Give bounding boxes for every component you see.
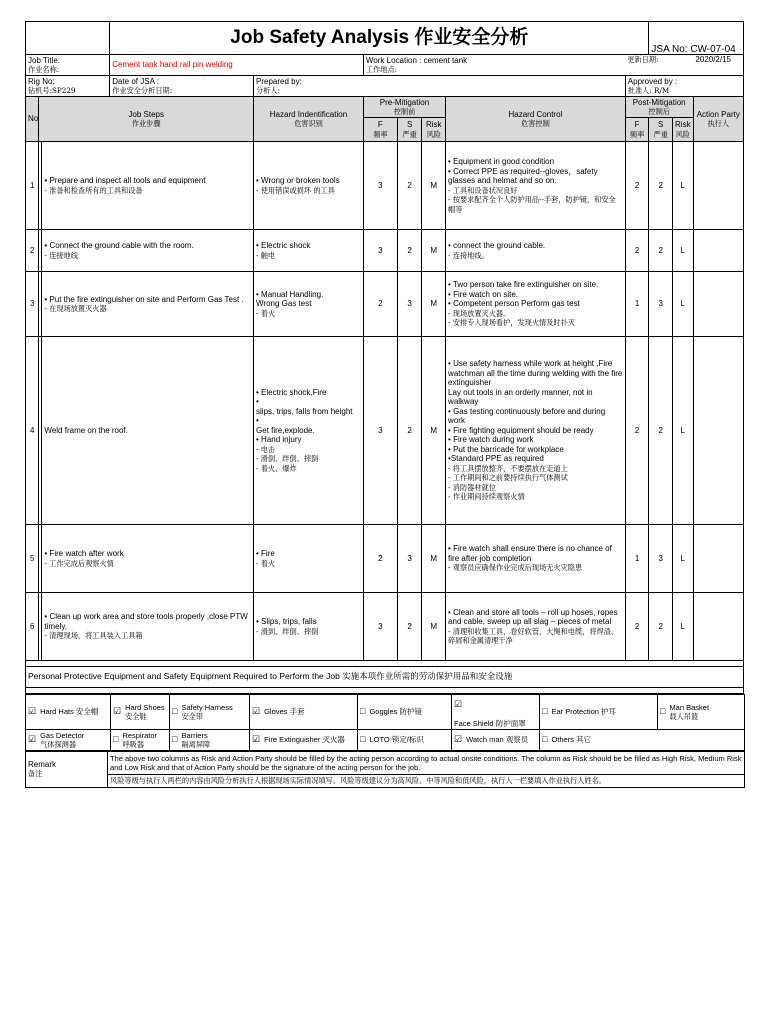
pre-f: 2	[363, 272, 397, 337]
jsa-table	[25, 21, 744, 694]
step-description: • Prepare and inspect all tools and equipment - 准备和检查所有的工具和设备	[42, 142, 254, 230]
checkbox-empty-icon[interactable]: □	[660, 705, 666, 716]
pre-f: 3	[363, 337, 397, 525]
checkbox-empty-icon[interactable]: □	[360, 706, 366, 717]
post-s: 2	[649, 230, 673, 272]
table-row	[26, 272, 744, 337]
pre-s: 2	[397, 593, 422, 661]
col-no: No	[26, 97, 39, 142]
pre-s: 3	[397, 525, 422, 593]
col-hazard-control: Hazard Control 危害控制	[446, 97, 626, 142]
ppe-label: Hard Shoes	[125, 702, 165, 712]
post-risk: L	[673, 593, 694, 661]
ppe-heading: Personal Protective Equipment and Safety Equipment Required to Perform the Job 实施本项作业所需的劳动保护用品和安全设施	[26, 667, 744, 688]
checkbox-checked-icon[interactable]: ☑	[252, 734, 261, 744]
job-steps-body	[26, 142, 744, 661]
date-of-jsa: Date of JSA : 作业安全分析日期:	[110, 76, 254, 97]
col-post-risk: Risk 风险	[673, 118, 694, 142]
checkbox-checked-icon[interactable]: ☑	[28, 733, 37, 744]
post-s: 2	[649, 337, 673, 525]
checkbox-empty-icon[interactable]: □	[172, 705, 178, 716]
col-action-party: Action Party 执行人	[693, 97, 743, 142]
post-risk: L	[673, 525, 694, 593]
remark-text-cn: 风险等级与执行人两栏的内容由风险分析执行人根据现场实际情况填写。风险等级建议分为高风险、中等风险和低风险，执行人一栏要填入作业执行人姓名。	[108, 774, 745, 787]
col-pre-mitigation: Pre-Mitigation 控制前	[363, 97, 445, 118]
ppe-label-cn: 安全鞋	[125, 712, 147, 722]
ppe-item	[540, 695, 658, 730]
pre-risk: M	[422, 272, 446, 337]
ppe-label-cn: 隔离屏障	[181, 740, 211, 749]
job-title-value: Cement tank hand rail pin welding	[110, 55, 364, 76]
title-blank	[26, 22, 110, 55]
step-number: 5	[26, 525, 39, 593]
pre-risk: M	[422, 230, 446, 272]
ppe-label: Gloves 手套	[264, 707, 305, 717]
action-party	[693, 230, 743, 272]
post-risk: L	[673, 337, 694, 525]
hazard-control: • Clean and store all tools – roll up hoses, ropes and cable, sweep up all slag – pieces of metal - 清理和收集工具，卷好软管，大绳和电缆，将焊渣、碎屑和金属清理干净	[446, 593, 626, 661]
ppe-item	[540, 729, 745, 750]
checkbox-checked-icon[interactable]: ☑	[454, 699, 463, 709]
ppe-label: Fire Extinguisher 灭火器	[264, 735, 345, 744]
hazard-identification: • Fire - 着火	[254, 525, 364, 593]
step-number: 6	[26, 593, 39, 661]
jsa-number: JSA No: CW-07-04	[649, 22, 744, 55]
ppe-label: Face Shield 防护面罩	[454, 719, 526, 728]
post-s: 2	[649, 142, 673, 230]
table-row	[26, 337, 744, 525]
pre-s: 2	[397, 142, 422, 230]
post-risk: L	[673, 272, 694, 337]
step-number: 3	[26, 272, 39, 337]
post-f: 2	[625, 593, 649, 661]
hazard-control: • Two person take fire extinguisher on site. • Fire watch on site. • Competent person Perform gas test - 现场放置灭火器。 - 安排专人现场看护，发现火情及时扑灭	[446, 272, 626, 337]
ppe-item	[26, 695, 111, 730]
pre-risk: M	[422, 142, 446, 230]
step-number: 1	[26, 142, 39, 230]
pre-f: 3	[363, 230, 397, 272]
checkbox-empty-icon[interactable]: □	[113, 733, 119, 744]
checkbox-empty-icon[interactable]: □	[542, 706, 548, 717]
pre-risk: M	[422, 525, 446, 593]
update-date: 更新日期: 2020/2/15	[625, 55, 743, 76]
hazard-control: • connect the ground cable. - 连接地线。	[446, 230, 626, 272]
hazard-identification: • Electric shock,Fire • slips, trips, falls from height • Get fire,explode. • Hand injury - 电击 - 滑倒、绊倒、摔倒 - 着火、爆炸	[254, 337, 364, 525]
ppe-label: LOTO 锁定/标识	[369, 735, 424, 744]
ppe-label: Man Basket	[669, 702, 710, 712]
ppe-item	[111, 695, 170, 730]
pre-risk: M	[422, 593, 446, 661]
col-job-steps: Job Steps 作业步骤	[39, 97, 254, 142]
hazard-identification: • Wrong or broken tools - 使用错误或损坏 的工具	[254, 142, 364, 230]
ppe-label-cn: 呼吸器	[122, 740, 145, 749]
page-title: Job Safety Analysis 作业安全分析	[110, 22, 649, 55]
ppe-label: Gas Detector	[40, 730, 85, 740]
ppe-item	[170, 695, 250, 730]
ppe-item	[452, 695, 540, 730]
hazard-control: • Equipment in good condition • Correct PPE as required--gloves，safety glasses and helmat and so on. - 工具和设备状况良好 - 按要求配齐全个人防护用品--手套，防护镜，和安全帽等	[446, 142, 626, 230]
ppe-item	[26, 729, 111, 750]
ppe-label: Respirator	[122, 730, 158, 740]
ppe-item	[452, 729, 540, 750]
step-number: 4	[26, 337, 39, 525]
action-party	[693, 142, 743, 230]
action-party	[693, 525, 743, 593]
action-party	[693, 593, 743, 661]
ppe-item	[250, 729, 358, 750]
post-f: 2	[625, 230, 649, 272]
ppe-label: Hard Hats 安全帽	[40, 707, 99, 717]
post-risk: L	[673, 230, 694, 272]
ppe-item	[658, 695, 745, 730]
ppe-item	[358, 729, 452, 750]
hazard-identification: • Manual Handling. Wrong Gas test - 着火	[254, 272, 364, 337]
pre-f: 3	[363, 593, 397, 661]
table-row	[26, 142, 744, 230]
step-description: • Clean up work area and store tools properly ,close PTW timely. - 清理现场，将工具装入工具箱	[42, 593, 254, 661]
step-description: • Connect the ground cable with the room. - 连接地线	[42, 230, 254, 272]
checkbox-empty-icon[interactable]: □	[360, 734, 366, 744]
ppe-item	[170, 729, 250, 750]
post-s: 3	[649, 525, 673, 593]
prepared-by: Prepared by: 分析人:	[254, 76, 626, 97]
spacer-row-2	[26, 688, 744, 694]
ppe-item	[358, 695, 452, 730]
ppe-item	[111, 729, 170, 750]
ppe-label-cn: 安全带	[181, 712, 204, 722]
post-s: 2	[649, 593, 673, 661]
ppe-label: Goggles 防护镜	[369, 707, 422, 717]
post-f: 1	[625, 525, 649, 593]
step-description: • Fire watch after work - 工作完成后观察火情	[42, 525, 254, 593]
step-description: Weld frame on the roof.	[42, 337, 254, 525]
table-row	[26, 230, 744, 272]
pre-risk: M	[422, 337, 446, 525]
pre-s: 3	[397, 272, 422, 337]
pre-f: 3	[363, 142, 397, 230]
ppe-label: Barriers	[181, 730, 208, 740]
post-f: 1	[625, 272, 649, 337]
ppe-label: Ear Protection 护耳	[551, 707, 617, 717]
ppe-label: Others 其它	[551, 735, 592, 744]
work-location: Work Location : cement tank 工作地点:	[363, 55, 625, 76]
post-f: 2	[625, 142, 649, 230]
col-pre-risk: Risk 风险	[422, 118, 446, 142]
col-hazard-id: Hazard Indentification 危害识别	[254, 97, 364, 142]
action-party	[693, 272, 743, 337]
remark-text-en: The above two columns as Risk and Action Party should be filled by the acting person according to actual onsite conditions. The column as Risk should be be filled as High Risk, Medium Risk and Low Risk and that of Action Party should be the signature of the acting person for the job.	[108, 751, 745, 774]
checkbox-empty-icon[interactable]: □	[172, 733, 178, 744]
hazard-control: • Use safety harness while work at height ,Fire watchman all the time during welding with the fire extinguisher Lay out tools in an orderly manner, not in walkway • Gas testing continuously before and during work • Fire fighting equipment should be ready • Fire watch during work • Put the barricade for workplace •Standard PPE as required - 将工具摆放整齐，不要摆放在走道上 - 工作期间和之前要持续执行气体测试 - 消防器材就位 - 作业期间持续观察火情	[446, 337, 626, 525]
rig-no: Rig No: 钻机号:SP229	[26, 76, 110, 97]
jsa-sheet	[25, 21, 744, 788]
col-pre-s: S 严重	[397, 118, 422, 142]
ppe-label-cn: 气体探测器	[40, 740, 77, 749]
hazard-identification: • Slips, trips, falls - 滑到、绊倒、摔倒	[254, 593, 364, 661]
post-s: 3	[649, 272, 673, 337]
table-row	[26, 593, 744, 661]
checkbox-checked-icon[interactable]: ☑	[28, 706, 37, 717]
hazard-control: • Fire watch shall ensure there is no chance of fire after job completion - 观察员应确保作业完成后现场无火灾隐患	[446, 525, 626, 593]
col-pre-f: F 频率	[363, 118, 397, 142]
pre-s: 2	[397, 337, 422, 525]
checkbox-empty-icon[interactable]: □	[542, 734, 548, 744]
ppe-label: Safety Harness	[181, 702, 233, 712]
ppe-label-cn: 载人吊篮	[669, 712, 699, 722]
checkbox-checked-icon[interactable]: ☑	[113, 705, 122, 716]
ppe-grid	[25, 694, 745, 751]
col-post-f: F 频率	[625, 118, 649, 142]
pre-s: 2	[397, 230, 422, 272]
ppe-item	[250, 695, 358, 730]
checkbox-checked-icon[interactable]: ☑	[252, 706, 261, 717]
checkbox-checked-icon[interactable]: ☑	[454, 734, 463, 744]
approved-by: Approved by : 批准人: R/M	[625, 76, 743, 97]
hazard-identification: • Electric shock - 触电	[254, 230, 364, 272]
pre-f: 2	[363, 525, 397, 593]
remark-label: Remark 备注	[26, 751, 108, 787]
post-risk: L	[673, 142, 694, 230]
remark-table	[25, 751, 745, 788]
step-number: 2	[26, 230, 39, 272]
table-row	[26, 525, 744, 593]
step-description: • Put the fire extinguisher on site and Perform Gas Test . - 在现场放置灭火器	[42, 272, 254, 337]
job-title-label: Job Title: 作业名称:	[26, 55, 110, 76]
col-post-mitigation: Post-Mitigation 控制后	[625, 97, 693, 118]
col-post-s: S 严重	[649, 118, 673, 142]
post-f: 2	[625, 337, 649, 525]
action-party	[693, 337, 743, 525]
ppe-label: Watch man 观察员	[466, 735, 529, 744]
